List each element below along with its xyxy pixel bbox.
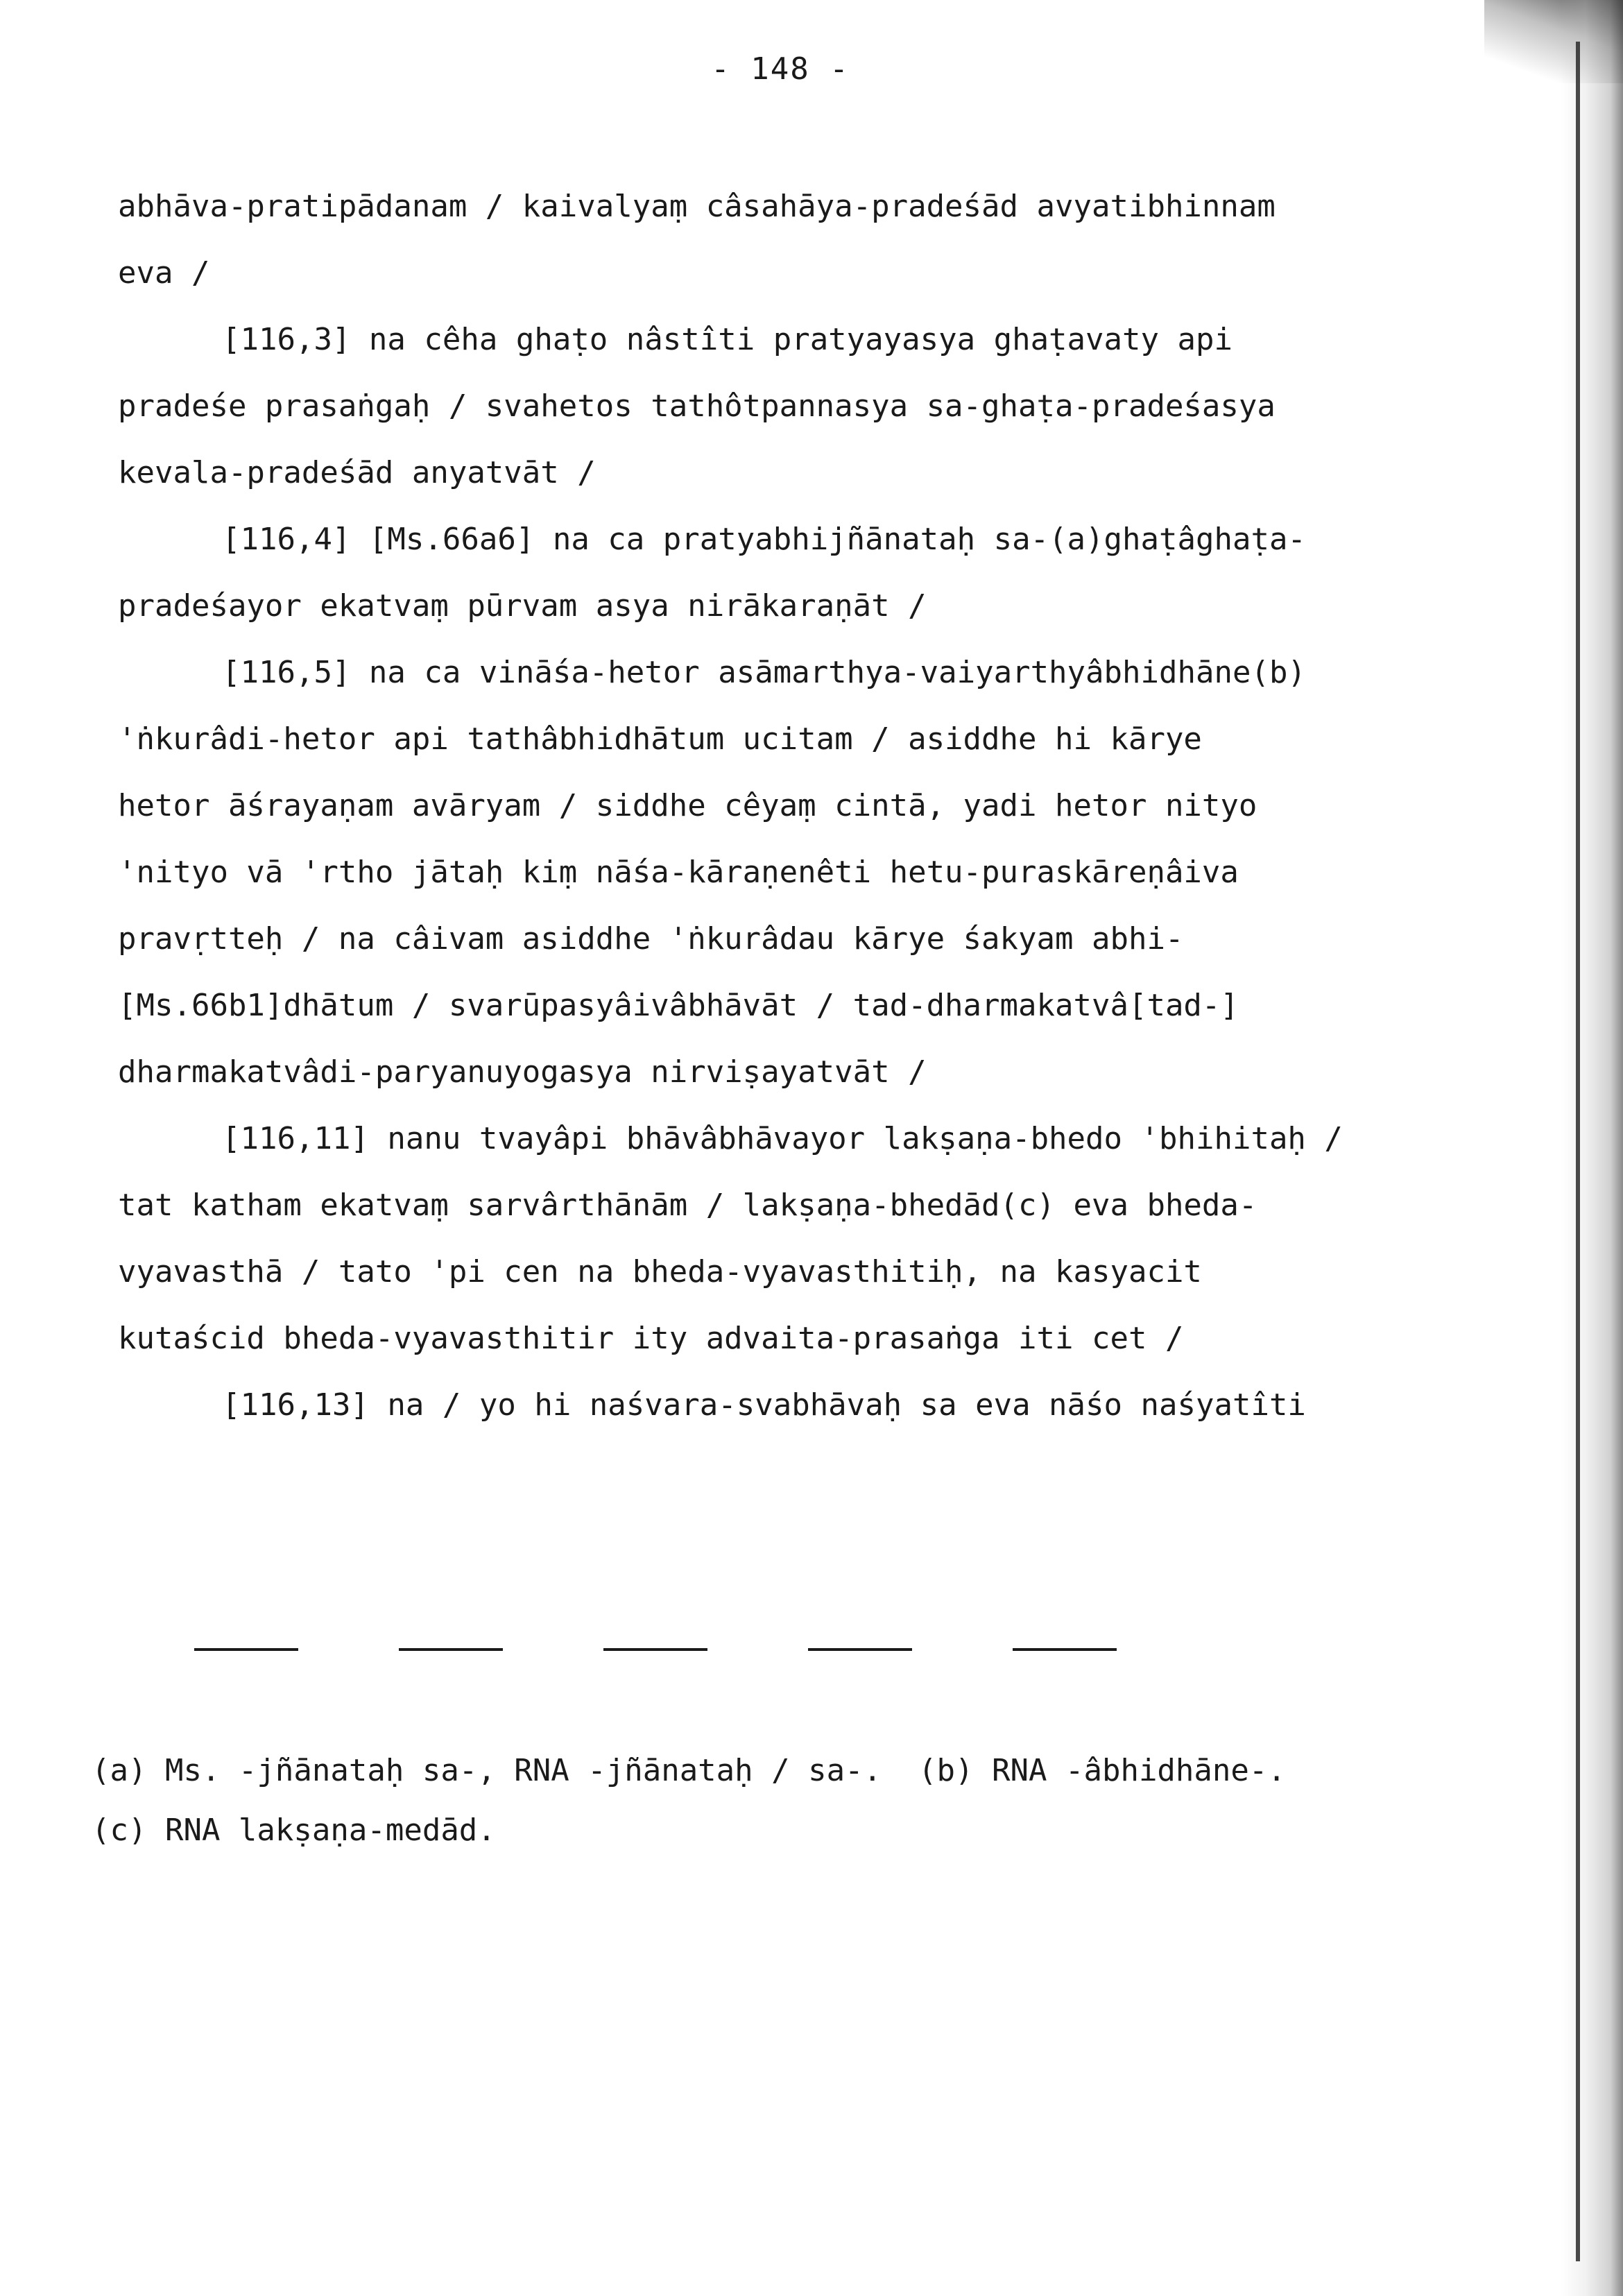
text-line: pradeśe prasaṅgaḥ / svahetos tathôtpannasya sa-ghaṭa-pradeśasya	[118, 388, 1276, 424]
text-line: dharmakatvâdi-paryanuyogasya nirviṣayatvāt /	[118, 1054, 927, 1090]
text-line: [116,11] nanu tvayâpi bhāvâbhāvayor lakṣaṇa-bhedo 'bhihitaḥ /	[222, 1121, 1343, 1156]
text-line: pravṛtteḥ / na câivam asiddhe 'ṅkurâdau kārye śakyam abhi-	[118, 921, 1184, 957]
text-line: [Ms.66b1]dhātum / svarūpasyâivâbhāvāt / tad-dharmakatvâ[tad-]	[118, 988, 1239, 1023]
text-line: kutaścid bheda-vyavasthitir ity advaita-prasaṅga iti cet /	[118, 1321, 1184, 1356]
page-edge-scan	[1561, 0, 1623, 2296]
footnote-line: (a) Ms. -jñānataḥ sa-, RNA -jñānataḥ / sa-. (b) RNA -âbhidhāne-.	[92, 1753, 1286, 1788]
page-number: - 148 -	[711, 51, 850, 87]
text-line: eva /	[118, 255, 210, 291]
separator-dash	[194, 1648, 298, 1651]
page-edge-binding	[1576, 42, 1580, 2261]
main-text	[118, 173, 1436, 1439]
text-line: [116,3] na cêha ghaṭo nâstîti pratyayasya ghaṭavaty api	[222, 322, 1233, 357]
text-line: tat katham ekatvaṃ sarvârthānām / lakṣaṇa-bhedād(c) eva bheda-	[118, 1188, 1257, 1223]
text-line: [116,5] na ca vināśa-hetor asāmarthya-vaiyarthyâbhidhāne(b)	[222, 655, 1306, 690]
footnotes	[92, 1741, 1444, 1860]
separator-dash	[603, 1648, 707, 1651]
footnote-line: (c) RNA lakṣaṇa-medād.	[92, 1813, 496, 1848]
text-line: vyavasthā / tato 'pi cen na bheda-vyavasthitiḥ, na kasyacit	[118, 1254, 1202, 1290]
footnote-separator	[194, 1648, 1124, 1651]
text-line: hetor āśrayaṇam avāryam / siddhe cêyaṃ cintā, yadi hetor nityo	[118, 788, 1257, 823]
text-line: pradeśayor ekatvaṃ pūrvam asya nirākaraṇāt /	[118, 588, 927, 624]
text-line: abhāva-pratipādanam / kaivalyaṃ câsahāya-pradeśād avyatibhinnam	[118, 189, 1276, 224]
separator-dash	[1013, 1648, 1117, 1651]
text-line: [116,4] [Ms.66a6] na ca pratyabhijñānataḥ sa-(a)ghaṭâghaṭa-	[222, 522, 1306, 557]
text-line: [116,13] na / yo hi naśvara-svabhāvaḥ sa eva nāśo naśyatîti	[222, 1387, 1306, 1423]
text-line: 'nityo vā 'rtho jātaḥ kiṃ nāśa-kāraṇenêti hetu-puraskāreṇâiva	[118, 855, 1239, 890]
separator-dash	[399, 1648, 503, 1651]
text-line: 'ṅkurâdi-hetor api tathâbhidhātum ucitam / asiddhe hi kārye	[118, 721, 1202, 757]
text-line: kevala-pradeśād anyatvāt /	[118, 455, 596, 490]
separator-dash	[808, 1648, 912, 1651]
